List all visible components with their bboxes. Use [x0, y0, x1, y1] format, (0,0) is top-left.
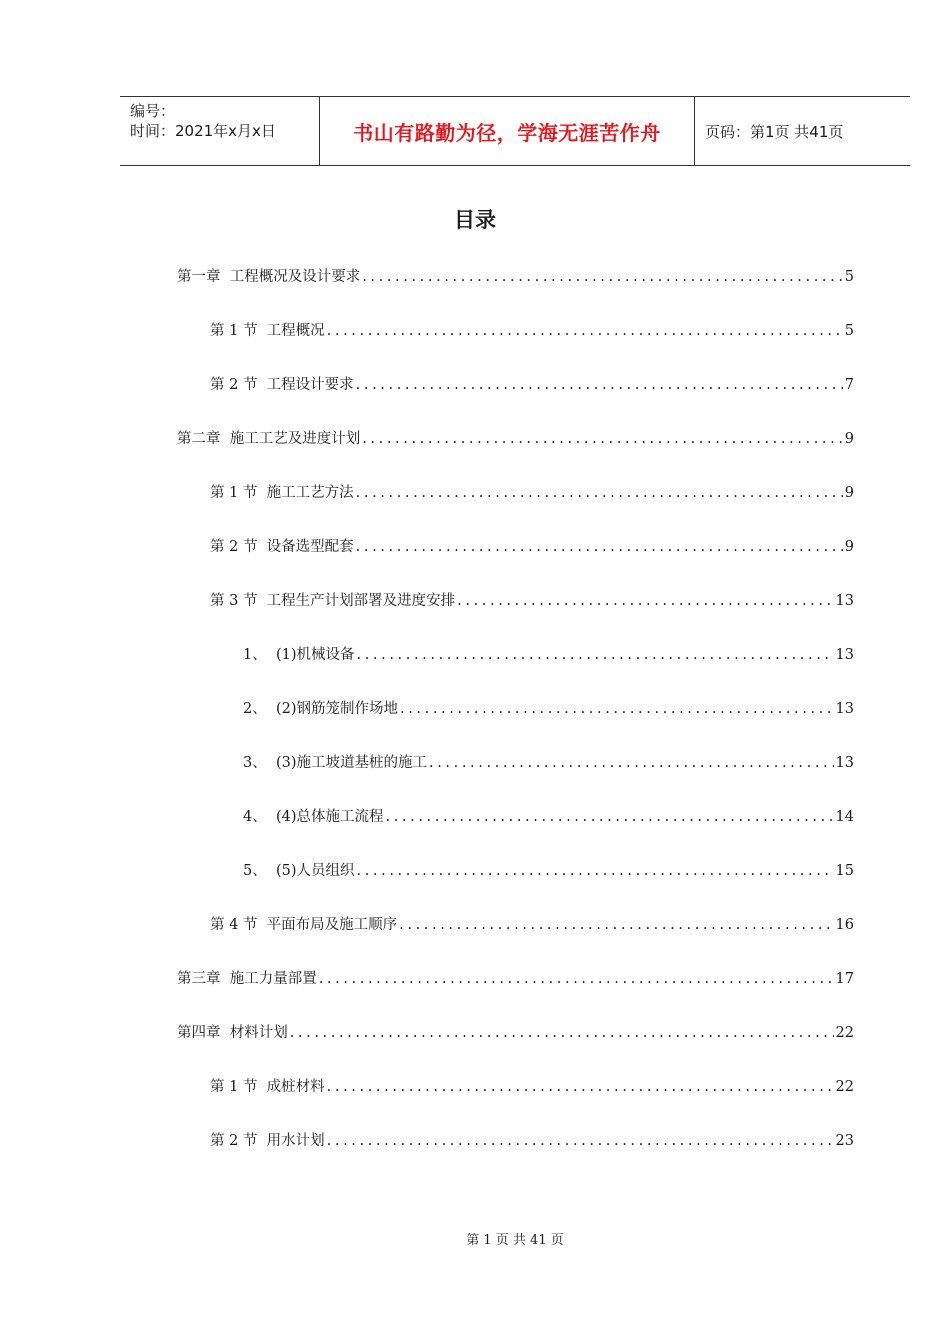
toc-dot-leader [319, 971, 834, 987]
page-header [120, 96, 910, 166]
toc-dot-leader [362, 269, 843, 285]
toc-entry-page-number: 7 [844, 377, 854, 393]
document-time-label: 时间：2021年x月x日 [130, 122, 276, 140]
toc-entry[interactable] [177, 967, 854, 989]
toc-entry-page-number: 13 [835, 701, 854, 717]
toc-entry[interactable] [177, 265, 854, 287]
toc-entry[interactable] [210, 1129, 854, 1151]
toc-dot-leader [356, 485, 843, 501]
toc-entry-label: 5、 (5)人员组织 [243, 863, 355, 879]
toc-entry-label: 第三章 施工力量部置 [177, 971, 317, 987]
toc-entry-page-number: 9 [844, 431, 854, 447]
page-footer: 第 1 页 共 41 页 [466, 1233, 564, 1248]
toc-entry[interactable] [243, 751, 854, 773]
toc-dot-leader [356, 377, 843, 393]
toc-entry-page-number: 23 [835, 1133, 854, 1149]
toc-entry-label: 第 1 节 施工工艺方法 [210, 485, 354, 501]
toc-dot-leader [356, 863, 833, 879]
toc-entry[interactable] [177, 1021, 854, 1043]
toc-entry-page-number: 9 [844, 539, 854, 555]
toc-entry-label: 2、 (2)钢筋笼制作场地 [243, 701, 398, 717]
toc-dot-leader [327, 1133, 834, 1149]
toc-entry[interactable] [243, 643, 854, 665]
toc-entry-label: 第 2 节 设备选型配套 [210, 539, 354, 555]
toc-dot-leader [327, 323, 843, 339]
header-page-info: 页码：第1页 共41页 [705, 122, 844, 141]
toc-entry-page-number: 14 [835, 809, 854, 825]
toc-entry[interactable] [210, 535, 854, 557]
toc-entry-label: 1、 (1)机械设备 [243, 647, 355, 663]
toc-entry-page-number: 9 [844, 485, 854, 501]
toc-entry-page-number: 5 [844, 269, 854, 285]
document-number-label: 编号： [130, 102, 176, 120]
toc-entry-page-number: 13 [835, 647, 854, 663]
toc-entry-page-number: 13 [835, 755, 854, 771]
toc-entry[interactable] [243, 859, 854, 881]
toc-entry-label: 第 2 节 用水计划 [210, 1133, 325, 1149]
toc-entry-page-number: 13 [835, 593, 854, 609]
toc-entry[interactable] [243, 697, 854, 719]
toc-dot-leader [362, 431, 843, 447]
header-motto: 书山有路勤为径，学海无涯苦作舟 [320, 97, 695, 165]
toc-entry-label: 第四章 材料计划 [177, 1025, 288, 1041]
toc-entry-page-number: 15 [835, 863, 854, 879]
toc-dot-leader [356, 539, 843, 555]
toc-entry[interactable] [210, 319, 854, 341]
toc-entry[interactable] [177, 427, 854, 449]
toc-entry-page-number: 5 [844, 323, 854, 339]
toc-entry[interactable] [210, 589, 854, 611]
toc-dot-leader [457, 593, 833, 609]
toc-entry-label: 4、 (4)总体施工流程 [243, 809, 384, 825]
toc-entry-page-number: 17 [835, 971, 854, 987]
toc-dot-leader [290, 1025, 834, 1041]
header-meta [120, 97, 320, 165]
toc-title: 目录 [454, 208, 496, 232]
toc-dot-leader [429, 755, 834, 771]
toc-entry[interactable] [210, 373, 854, 395]
toc-dot-leader [385, 809, 833, 825]
toc-entry-label: 第 4 节 平面布局及施工顺序 [210, 917, 398, 933]
toc-entry[interactable] [210, 1075, 854, 1097]
toc-entry-label: 第 3 节 工程生产计划部署及进度安排 [210, 593, 456, 609]
toc-entry-page-number: 22 [835, 1025, 854, 1041]
toc-entry-label: 第二章 施工工艺及进度计划 [177, 431, 361, 447]
toc-entry[interactable] [210, 913, 854, 935]
toc-entry-page-number: 22 [835, 1079, 854, 1095]
toc-dot-leader [356, 647, 833, 663]
toc-entry[interactable] [210, 481, 854, 503]
toc-entry-page-number: 16 [835, 917, 854, 933]
toc-dot-leader [327, 1079, 834, 1095]
toc-entry-label: 3、 (3)施工坡道基桩的施工 [243, 755, 427, 771]
toc-entry-label: 第一章 工程概况及设计要求 [177, 269, 361, 285]
toc-dot-leader [399, 917, 833, 933]
toc-entry-label: 第 1 节 工程概况 [210, 323, 325, 339]
toc-entry-label: 第 1 节 成桩材料 [210, 1079, 325, 1095]
toc-dot-leader [400, 701, 834, 717]
toc-entry[interactable] [243, 805, 854, 827]
toc-entry-label: 第 2 节 工程设计要求 [210, 377, 354, 393]
